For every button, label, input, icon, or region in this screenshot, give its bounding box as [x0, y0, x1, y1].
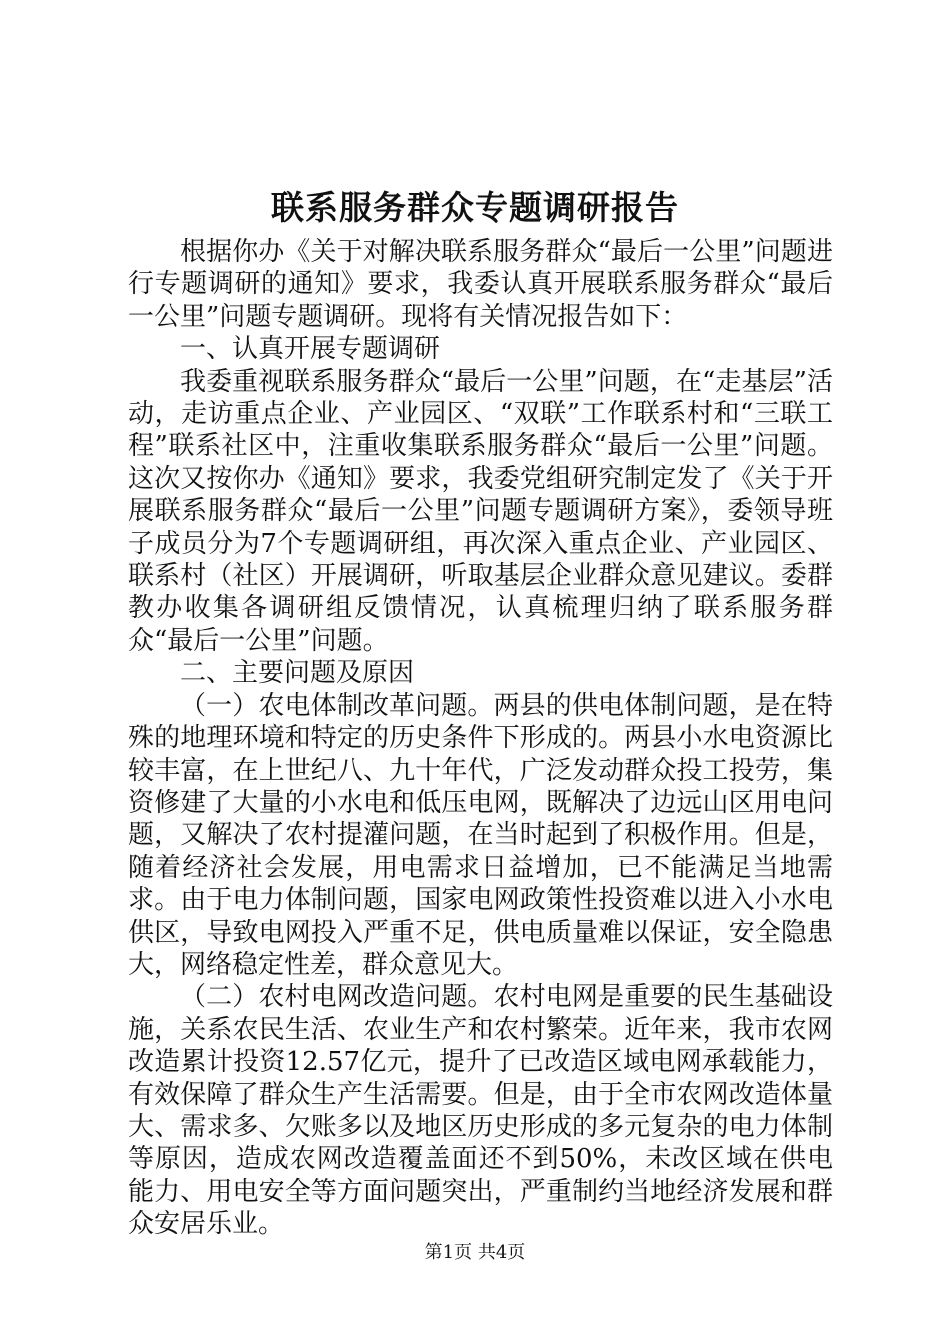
subsection-2-paragraph: （二）农村电网改造问题。农村电网是重要的民生基础设施，关系农民生活、农业生产和农村繁荣。近年来，我市农网改造累计投资12.57亿元，提升了已改造区域电网承载能力，有效保障了群众生产生活需要。但是，由于全市农网改造体量大、需求多、欠账多以及地区历史形成的多元复杂的电力体制等原因，造成农网改造覆盖面还不到50%，未改区域在供电能力、用电安全等方面问题突出，严重制约当地经济发展和群众安居乐业。	[128, 982, 833, 1240]
page-number-footer: 第1页 共4页	[424, 1242, 526, 1263]
intro-paragraph: 根据你办《关于对解决联系服务群众“最后一公里”问题进行专题调研的通知》要求，我委认真开展联系服务群众“最后一公里”问题专题调研。现将有关情况报告如下：	[128, 237, 833, 332]
section-heading-2: 二、主要问题及原因	[180, 658, 415, 689]
section-1-paragraph: 我委重视联系服务群众“最后一公里”问题，在“走基层”活动，走访重点企业、产业园区、“双联”工作联系村和“三联工程”联系社区中，注重收集联系服务群众“最后一公里”问题。这次又按你办《通知》要求，我委党组研究制定发了《关于开展联系服务群众“最后一公里”问题专题调研方案》，委领导班子成员分为7个专题调研组，再次深入重点企业、产业园区、联系村（社区）开展调研，听取基层企业群众意见建议。委群教办收集各调研组反馈情况，认真梳理归纳了联系服务群众“最后一公里”问题。	[128, 366, 833, 656]
document-body	[128, 236, 833, 1241]
document-title: 联系服务群众专题调研报告	[271, 188, 679, 227]
subsection-1-paragraph: （一）农电体制改革问题。两县的供电体制问题，是在特殊的地理环境和特定的历史条件下形成的。两县小水电资源比较丰富，在上世纪八、九十年代，广泛发动群众投工投劳，集资修建了大量的小水电和低压电网，既解决了边远山区用电问题，又解决了农村提灌问题，在当时起到了积极作用。但是，随着经济社会发展，用电需求日益增加，已不能满足当地需求。由于电力体制问题，国家电网政策性投资难以进入小水电供区，导致电网投入严重不足，供电质量难以保证，安全隐患大，网络稳定性差，群众意见大。	[128, 690, 833, 980]
section-heading-1: 一、认真开展专题调研	[180, 334, 441, 365]
